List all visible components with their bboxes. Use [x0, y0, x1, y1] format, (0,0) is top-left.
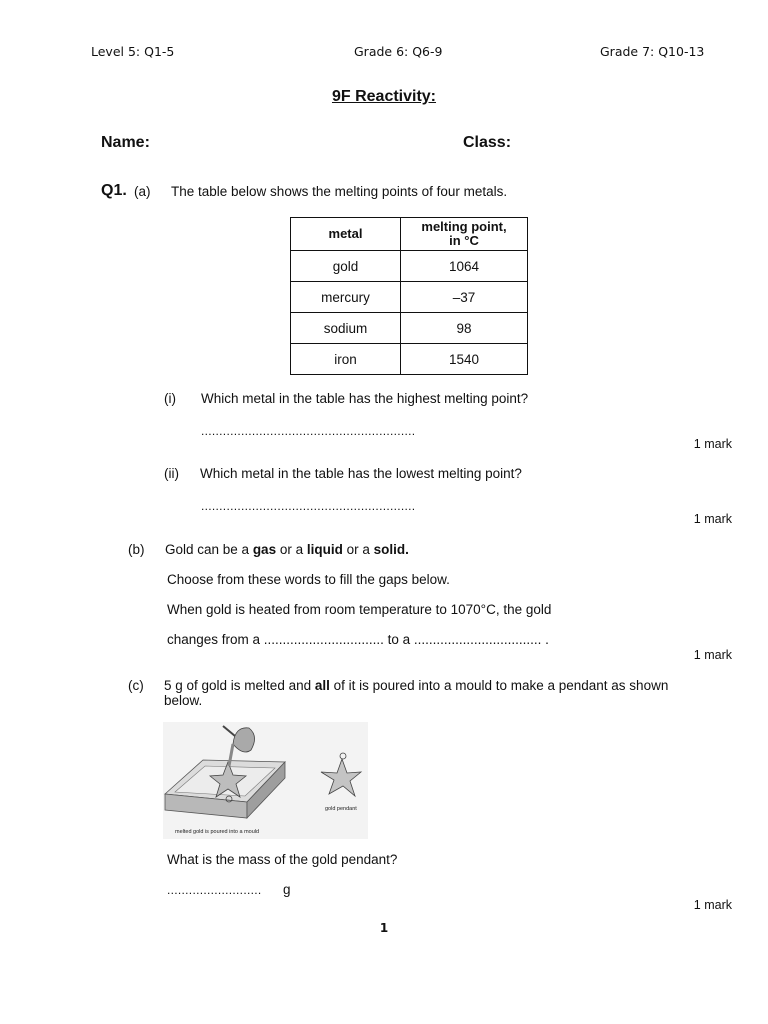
- c-text-2: of it is poured into a mould to make a pendant as shown: [329, 678, 669, 693]
- q1-ii-answer-line[interactable]: ...........................................................: [201, 499, 416, 513]
- q1-ii-question: Which metal in the table has the lowest melting point?: [200, 466, 522, 481]
- b-text-2: or a: [276, 542, 307, 557]
- table-cell-metal: sodium: [291, 313, 401, 344]
- q1-ii-label: (ii): [164, 466, 179, 481]
- q1-b-sentence-1: When gold is heated from room temperature to 1070°C, the gold: [167, 602, 552, 617]
- q1-number: Q1.: [101, 182, 127, 199]
- header-grade6: Grade 6: Q6-9: [354, 44, 443, 59]
- table-cell-value: 1064: [401, 251, 528, 282]
- q1-part-b-label: (b): [128, 542, 145, 557]
- table-header-row: [291, 218, 528, 251]
- table-row: [291, 282, 528, 313]
- figure-caption-mould: melted gold is poured into a mould: [175, 829, 260, 835]
- table-cell-metal: gold: [291, 251, 401, 282]
- q1-part-c-label: (c): [128, 678, 144, 693]
- table-cell-value: 1540: [401, 344, 528, 375]
- gold-pendant-mould-figure: [163, 722, 368, 839]
- table-cell-metal: mercury: [291, 282, 401, 313]
- q1-b-statement: [165, 542, 409, 557]
- figure-caption-pendant: gold pendant: [325, 806, 357, 812]
- q1-b-sentence-2[interactable]: changes from a ................................ to a .................................. .: [167, 632, 549, 647]
- word-liquid: liquid: [306, 542, 343, 557]
- q1-i-question: Which metal in the table has the highest melting point?: [201, 391, 529, 406]
- word-all: all: [314, 678, 330, 693]
- q1-c-statement-cont: below.: [164, 693, 203, 708]
- q1-b-instruction: Choose from these words to fill the gaps below.: [167, 572, 450, 587]
- q1-i-mark: 1 mark: [693, 437, 732, 451]
- c-text-1: 5 g of gold is melted and: [164, 678, 315, 693]
- q1-c-answer-line[interactable]: ..........................: [167, 883, 262, 897]
- page-number: 1: [379, 921, 389, 935]
- melting-point-table: [290, 217, 528, 375]
- table-row: [291, 313, 528, 344]
- q1-part-a-label: (a): [134, 184, 151, 199]
- q1-c-unit: g: [283, 882, 291, 897]
- table-cell-value: –37: [401, 282, 528, 313]
- q1-ii-mark: 1 mark: [693, 512, 732, 526]
- q1-c-question: What is the mass of the gold pendant?: [167, 852, 398, 867]
- table-row: [291, 344, 528, 375]
- table-cell-value: 98: [401, 313, 528, 344]
- table-header-metal: metal: [291, 218, 401, 251]
- table-cell-metal: iron: [291, 344, 401, 375]
- header-level: Level 5: Q1-5: [91, 44, 175, 59]
- table-row: [291, 251, 528, 282]
- word-solid: solid.: [373, 542, 409, 557]
- q1-i-label: (i): [164, 391, 176, 406]
- word-gas: gas: [252, 542, 277, 557]
- header-grade7: Grade 7: Q10-13: [600, 44, 705, 59]
- class-label: Class:: [463, 134, 512, 151]
- b-text-3: or a: [342, 542, 374, 557]
- b-text-1: Gold can be a: [165, 542, 253, 557]
- q1-c-statement: [164, 678, 668, 693]
- name-label: Name:: [101, 134, 150, 151]
- page-title: 9F Reactivity:: [331, 88, 437, 105]
- q1-intro: The table below shows the melting points of four metals.: [171, 184, 508, 199]
- q1-c-mark: 1 mark: [693, 898, 732, 912]
- q1-b-mark: 1 mark: [693, 648, 732, 662]
- header-line-1: melting point,: [421, 219, 507, 234]
- header-line-2: in °C: [449, 233, 479, 248]
- table-header-melting-point: [401, 218, 528, 251]
- q1-i-answer-line[interactable]: ...........................................................: [201, 424, 416, 438]
